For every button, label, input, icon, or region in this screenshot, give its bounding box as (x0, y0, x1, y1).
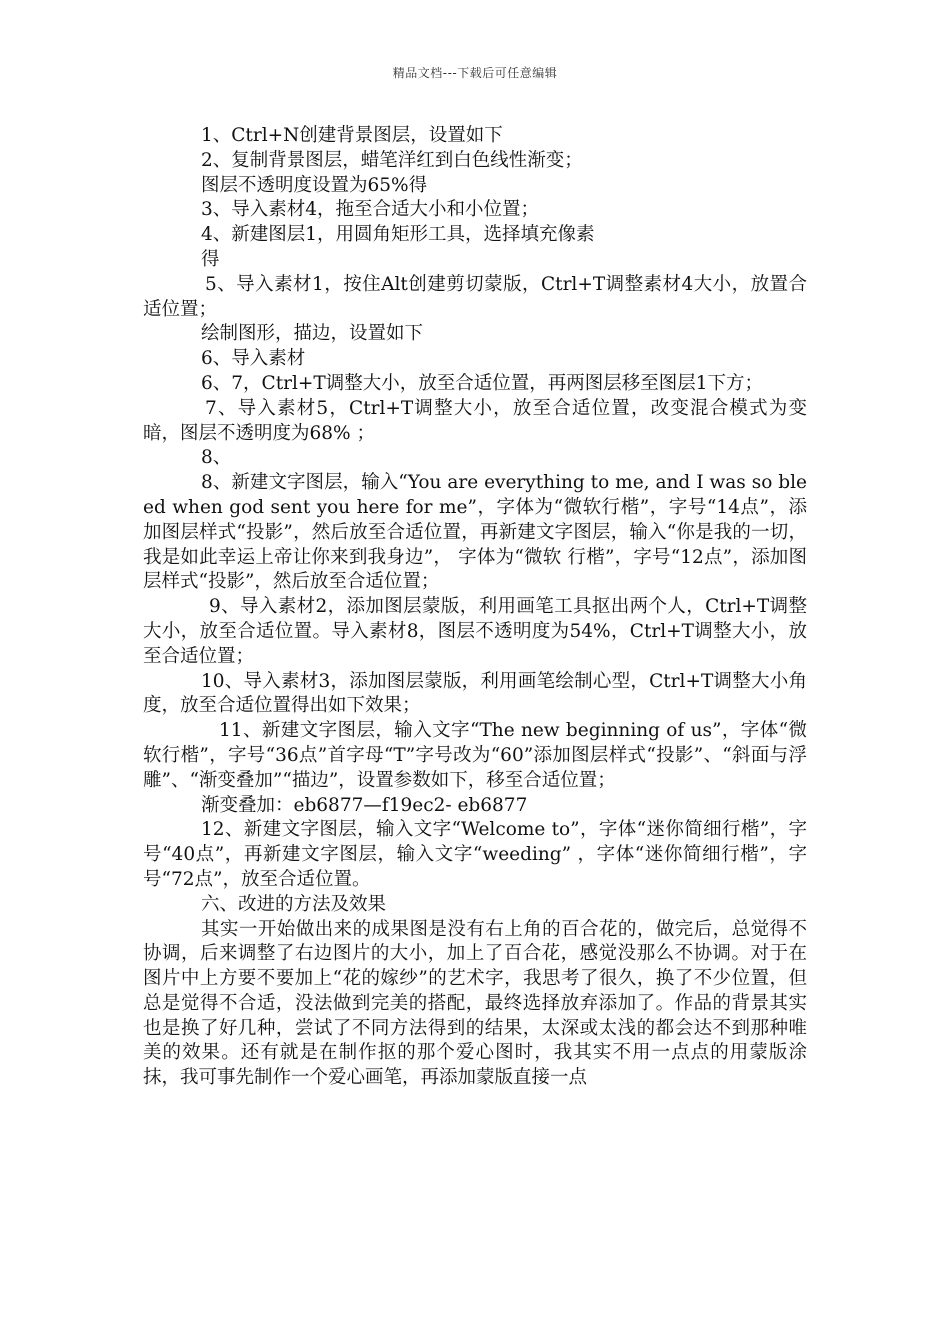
paragraph-step-4: 4、新建图层1，用圆角矩形工具，选择填充像素 (201, 224, 595, 246)
paragraph-step-11: 11、新建文字图层，输入文字“The new beginning of us”，字体“微软行楷”，字号“36点”首字母“T”字号改为“60”添加图层样式“投影”、“斜面与浮雕”、“渐变叠加”“描边”，设置参数如下，移至合适位置； (143, 720, 807, 791)
paragraph-result: 得 (201, 248, 220, 270)
paragraph-step-1: 1、Ctrl+N创建背景图层，设置如下 (201, 125, 503, 146)
paragraph-step-7: 7、导入素材5，Ctrl+T调整大小，放至合适位置，改变混合模式为变暗，图层不透明度为68% ； (143, 397, 807, 444)
paragraph-gradient: 渐变叠加：eb6877—f19ec2- eb6877 (201, 794, 528, 816)
paragraph-step-6: 6、导入素材 (201, 348, 306, 370)
paragraph-step-8-label: 8、 (201, 447, 232, 469)
paragraph-step-9: 9、导入素材2，添加图层蒙版，利用画笔工具抠出两个人，Ctrl+T调整大小，放至合适位置。导入素材8，图层不透明度为54%，Ctrl+T调整大小，放至合适位置； (143, 596, 807, 667)
paragraph-step-2: 2、复制背景图层，蜡笔洋红到白色线性渐变； (201, 149, 583, 171)
paragraph-opacity: 图层不透明度设置为65%得 (201, 174, 428, 196)
paragraph-draw-shape: 绘制图形，描边，设置如下 (201, 323, 424, 345)
section-heading: 六、改进的方法及效果 (201, 893, 387, 915)
page-header: 精品文档---下载后可任意编辑 (392, 66, 558, 80)
document-body (143, 124, 807, 1091)
paragraph-improvement: 其实一开始做出来的成果图是没有右上角的百合花的，做完后，总觉得不协调，后来调整了右边图片的大小，加上了百合花，感觉没那么不协调。对于在图片中上方要不要加上“花的嫁纱”的艺术字，我思考了很久，换了不少位置，但总是觉得不合适，没法做到完美的搭配，最终选择放弃添加了。作品的背景其实也是换了好几种，尝试了不同方法得到的结果，太深或太浅的都会达不到那种唯美的效果。还有就是在制作抠的那个爱心图时，我其实不用一点点的用蒙版涂抹，我可事先制作一个爱心画笔，再添加蒙版直接一点 (143, 918, 807, 1089)
paragraph-step-5: 5、导入素材1，按住Alt创建剪切蒙版，Ctrl+T调整素材4大小，放置合适位置； (143, 273, 807, 320)
paragraph-step-12: 12、新建文字图层，输入文字“Welcome to”，字体“迷你简细行楷”，字号“40点”，再新建文字图层，输入文字“weeding” ，字体“迷你简细行楷”，字号“72点”，放至合适位置。 (143, 819, 807, 890)
paragraph-step-8: 8、新建文字图层，输入“You are everything to me, and I was so bleed when god sent you here for me”，字体为“微软行楷”，字号“14点”，添加图层样式“投影”，然后放至合适位置，再新建文字图层，输入“你是我的一切，我是如此幸运上帝让你来到我身边”， 字体为“微软 行楷”，字号“12点”，添加图层样式“投影”，然后放至合适位置； (143, 472, 807, 593)
paragraph-step-3: 3、导入素材4，拖至合适大小和小位置； (201, 199, 540, 221)
paragraph-step-6-7: 6、7，Ctrl+T调整大小，放至合适位置，再两图层移至图层1下方； (201, 372, 764, 394)
paragraph-step-10: 10、导入素材3，添加图层蒙版，利用画笔绘制心型，Ctrl+T调整大小角度，放至合适位置得出如下效果； (143, 670, 807, 717)
